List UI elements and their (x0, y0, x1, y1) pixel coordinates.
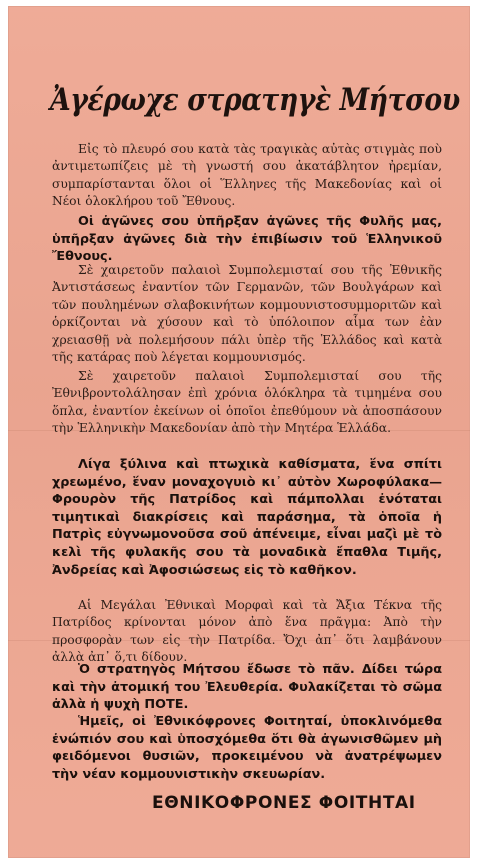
paragraph-7-bold: Ὁ στρατηγὸς Μήτσου ἔδωσε τὸ πᾶν. Δίδει τώρα καὶ τὴν ἀτομική του Ἐλευθερία. Φυλακίζεται τὸ σῶμα ἀλλὰ ἡ ψυχὴ ΠΟΤΕ. (52, 662, 442, 713)
paragraph-5-bold: Λίγα ξύλινα καὶ πτωχικὰ καθίσματα, ἕνα σπίτι χρεωμένο, ἕναν μοναχογυιὸ κι᾿ αὐτὸν Χωροφύλακα—Φρουρὸν τῆς Πατρίδος καὶ πάμπολλαι ἐνόταται τιμητικαὶ διακρίσεις καὶ παράσημα, τὰ ὁποῖα ἡ Πατρὶς εὐγνωμονοῦσα σοῦ ἀπένειμε, εἶναι μαζὶ μὲ τὸ κελὶ τῆς φυλακῆς σου τὰ μοναδικὰ ἔπαθλα Τιμῆς, Ἀνδρείας καὶ Ἀφοσιώσεως εἰς τὸ καθῆκον. (52, 457, 442, 578)
paragraph-2-bold: Οἱ ἀγῶνες σου ὑπῆρξαν ἀγῶνες τῆς Φυλῆς μας, ὑπῆρξαν ἀγῶνες διὰ τὴν ἐπιβίωσιν τοῦ Ἑλληνικοῦ Ἔθνους. (52, 214, 442, 265)
paragraph-6: Αἱ Μεγάλαι Ἐθνικαὶ Μορφαὶ καὶ τὰ Ἄξια Τέκνα τῆς Πατρίδος κρίνονται μόνον ἀπὸ ἕνα πρᾶγμα: Ἀπὸ τὴν προσφορὰν των εἰς τὴν Πατρίδα. Ὄχι ἀπ᾿ ὅτι λαμβάνουν ἀλλὰ ἀπ᾿ ὅ,τι δίδουν. (52, 598, 442, 665)
paragraph-3: Σὲ χαιρετοῦν παλαιοὶ Συμπολεμισταί σου τῆς Ἐθνικῆς Ἀντιστάσεως ἐναντίον τῶν Γερμανῶν, τῶν Βουλγάρων καὶ τῶν πουλημένων σλαβοκινήτων κομμουνιστοσυμμοριτῶν καὶ ὁρκίζονται νὰ χύσουν καὶ τὸ ὑπόλοιπον αἷμα των ἐὰν χρειασθῇ νὰ πολεμήσουν πάλι ὑπὲρ τῆς Ἑλλάδος καὶ κατὰ τῆς κατάρας ποὺ λέγεται κομμουνισμός. (52, 263, 442, 365)
signature: ΕΘΝΙΚΟΦΡΟΝΕΣ ΦΟΙΤΗΤΑΙ (152, 793, 416, 813)
paragraph-8-bold: Ἡμεῖς, οἱ Ἐθνικόφρονες Φοιτηταί, ὑποκλινόμεθα ἐνώπιόν σου καὶ ὑποσχόμεθα ὅτι θὰ ἀγωνισθῶμεν μὴ φειδόμενοι θυσιῶν, προκειμένου νὰ ἀνατρέψωμεν τὴν νέαν κομμουνιστικὴν σκευωρίαν. (52, 714, 442, 782)
paragraph-1: Εἰς τὸ πλευρό σου κατὰ τὰς τραγικὰς αὐτὰς στιγμὰς ποὺ ἀντιμετωπίζεις μὲ τὴ γνωστή σου ἀκατάβλητον ἠρεμίαν, συμπαρίστανται ὅλοι οἱ Ἕλληνες τῆς Μακεδονίας καὶ οἱ Νέοι ὁλοκλήρου τοῦ Ἔθνους. (52, 142, 442, 209)
paragraph-4: Σὲ χαιρετοῦν παλαιοὶ Συμπολεμισταί σου τῆς Ἐθνιβροντολάλησαν ἐπὶ χρόνια ὁλόκληρα τὰ τιμημένα σου ὅπλα, ἐναντίον ἐκείνων οἱ ὁποῖοι ἐπεθύμουν νὰ ἀποσπάσουν τὴν Ἑλληνικὴν Μακεδονίαν ἀπὸ τὴν Μητέρα Ἑλλάδα. (52, 369, 442, 436)
leaflet-title: Ἀγέρωχε στρατηγὲ Μήτσου (50, 82, 460, 118)
